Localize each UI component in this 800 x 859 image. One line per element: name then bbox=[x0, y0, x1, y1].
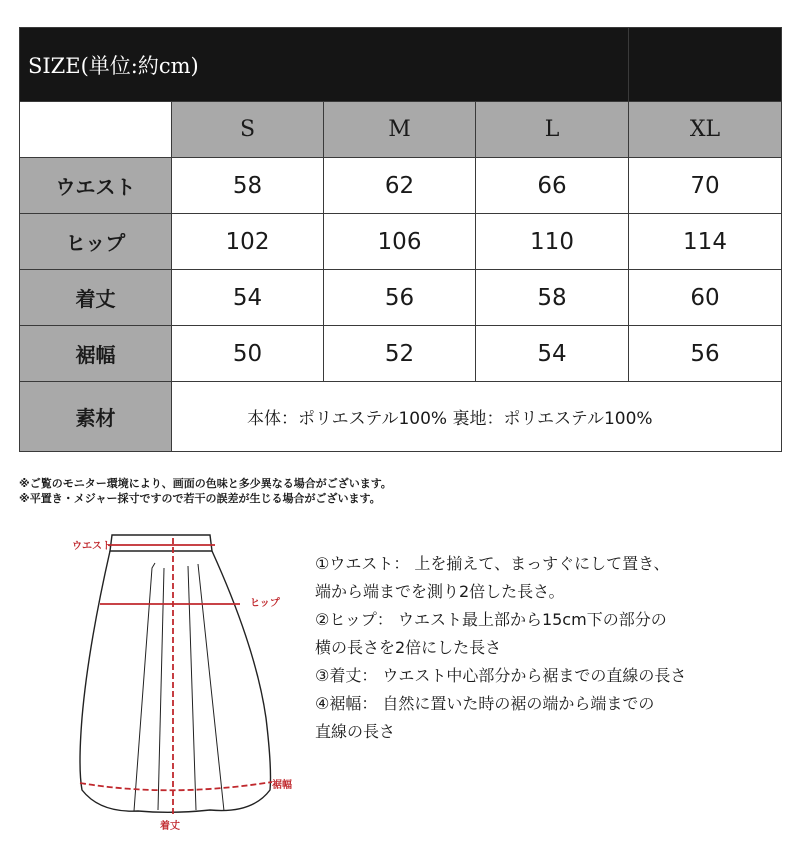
table-cell: 70 bbox=[629, 158, 782, 214]
row-label: 素材 bbox=[20, 382, 172, 452]
table-cell: 110 bbox=[476, 214, 629, 270]
table-cell: 58 bbox=[172, 158, 324, 214]
table-title: SIZE(単位:約cm) bbox=[20, 28, 629, 102]
table-row-hem bbox=[20, 326, 782, 382]
size-l: L bbox=[476, 102, 629, 158]
row-label: 着丈 bbox=[20, 270, 172, 326]
length-label: 着丈 bbox=[160, 821, 180, 832]
hip-label: ヒップ bbox=[250, 598, 280, 609]
note-monitor: ※ご覧のモニター環境により、画面の色味と多少異なる場合がございます。 bbox=[19, 477, 392, 490]
pleat-line bbox=[198, 564, 224, 811]
skirt-illustration bbox=[60, 528, 305, 833]
row-label: ウエスト bbox=[20, 158, 172, 214]
measurement-description bbox=[315, 550, 686, 746]
size-table bbox=[19, 27, 782, 452]
desc-line: ④裾幅： 自然に置いた時の裾の端から端までの bbox=[315, 694, 655, 713]
table-row-waist bbox=[20, 158, 782, 214]
table-row-length bbox=[20, 270, 782, 326]
table-cell: 102 bbox=[172, 214, 324, 270]
size-header-row bbox=[20, 102, 782, 158]
desc-line: 直線の長さ bbox=[315, 722, 396, 741]
note-measurement: ※平置き・メジャー採寸ですので若干の誤差が生じる場合がございます。 bbox=[19, 492, 381, 505]
notes bbox=[19, 476, 392, 506]
table-cell: 114 bbox=[629, 214, 782, 270]
table-cell: 62 bbox=[324, 158, 476, 214]
header-blank-cell bbox=[629, 28, 782, 102]
corner-cell bbox=[20, 102, 172, 158]
size-m: M bbox=[324, 102, 476, 158]
pleat-line bbox=[188, 566, 196, 810]
desc-line: ①ウエスト： 上を揃えて、まっすぐにして置き、 bbox=[315, 554, 670, 573]
row-label: 裾幅 bbox=[20, 326, 172, 382]
waist-label: ウエスト bbox=[72, 541, 112, 552]
desc-line: ③着丈： ウエスト中心部分から裾までの直線の長さ bbox=[315, 666, 687, 685]
skirt-diagram bbox=[60, 528, 305, 833]
hem-measure-line bbox=[80, 782, 272, 790]
skirt-outline bbox=[80, 551, 271, 812]
table-cell: 54 bbox=[476, 326, 629, 382]
table-header-row bbox=[20, 28, 782, 102]
table-cell: 106 bbox=[324, 214, 476, 270]
hem-label: 裾幅 bbox=[272, 780, 292, 791]
table-cell: 56 bbox=[629, 326, 782, 382]
waistband-outline bbox=[110, 535, 212, 551]
row-label: ヒップ bbox=[20, 214, 172, 270]
table-cell: 56 bbox=[324, 270, 476, 326]
table-cell: 58 bbox=[476, 270, 629, 326]
material-value: 本体：ポリエステル100% 裏地：ポリエステル100% bbox=[172, 382, 782, 452]
table-cell: 52 bbox=[324, 326, 476, 382]
size-xl: XL bbox=[629, 102, 782, 158]
table-cell: 50 bbox=[172, 326, 324, 382]
pleat-line bbox=[134, 563, 155, 811]
table-row-hip bbox=[20, 214, 782, 270]
table-cell: 60 bbox=[629, 270, 782, 326]
table-cell: 66 bbox=[476, 158, 629, 214]
desc-line: 横の長さを2倍にした長さ bbox=[315, 638, 502, 657]
table-row-material bbox=[20, 382, 782, 452]
size-s: S bbox=[172, 102, 324, 158]
desc-line: ②ヒップ： ウエスト最上部から15cm下の部分の bbox=[315, 610, 667, 629]
table-cell: 54 bbox=[172, 270, 324, 326]
desc-line: 端から端までを測り2倍した長さ。 bbox=[315, 582, 565, 601]
